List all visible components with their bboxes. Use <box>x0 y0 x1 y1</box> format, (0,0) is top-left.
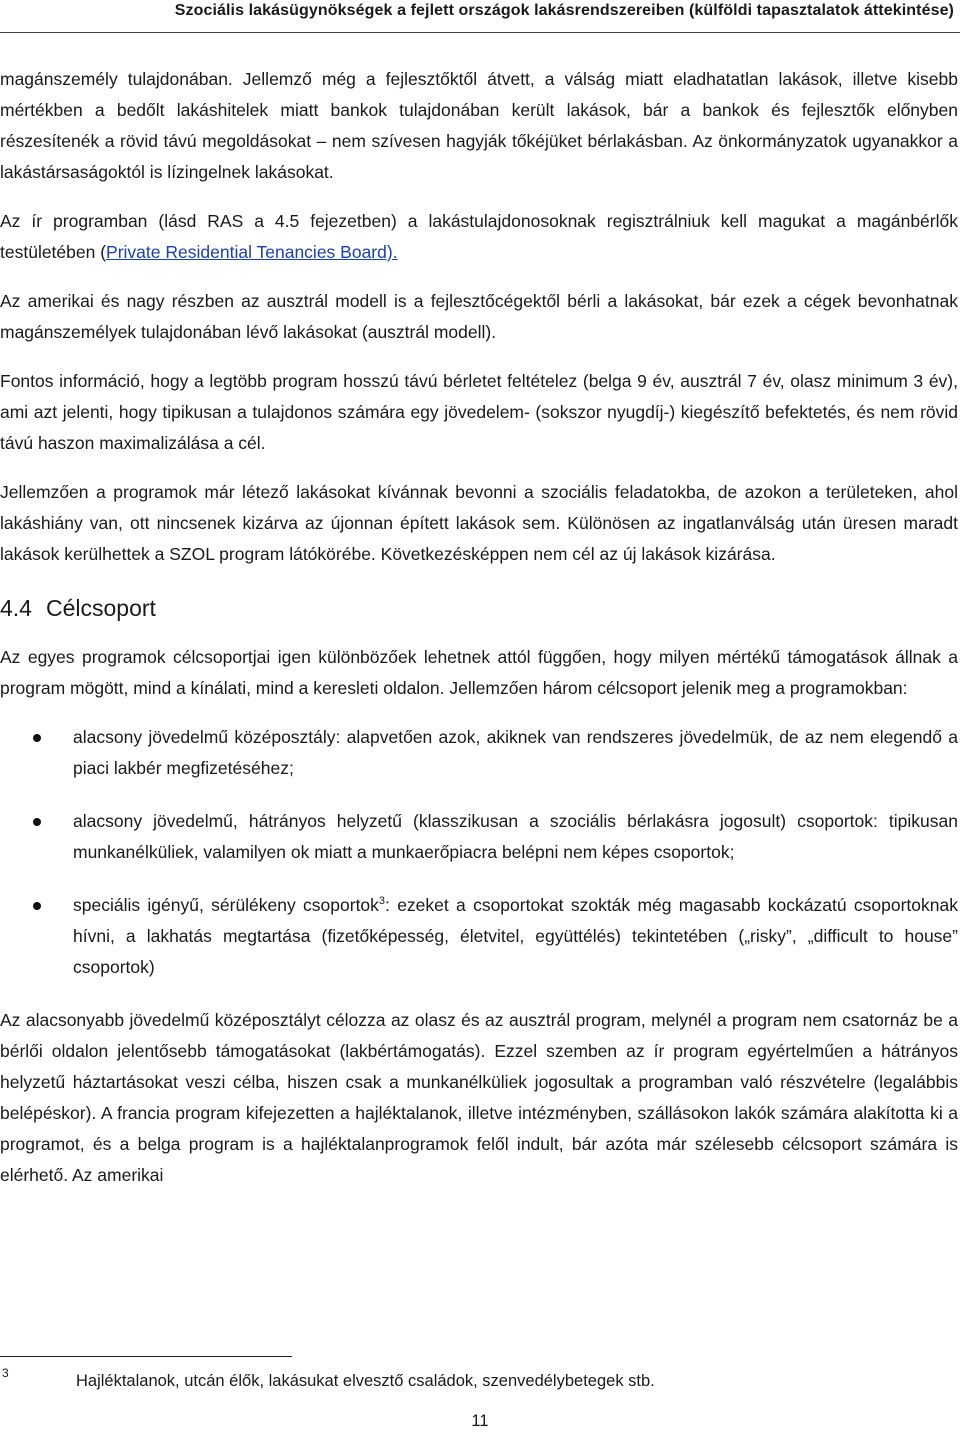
footnote-divider <box>0 1356 292 1357</box>
paragraph-irish-text: Az ír programban (lásd RAS a 4.5 fejezetben) a lakástulajdonosoknak regisztrálniuk kell magukat a magánbérlők testületében ( <box>0 211 958 262</box>
section-heading <box>0 588 958 628</box>
paragraph-american-model: Az amerikai és nagy részben az ausztrál modell is a fejlesztőcégektől bérli a lakásokat, bár ezek a cégek bevonhatnak magánszemélyek tulajdonában lévő lakásokat (ausztrál modell). <box>0 291 958 342</box>
footnote-mark: 3 <box>2 1366 9 1380</box>
list-item <box>0 722 958 784</box>
list-item-text: speciális igényű, sérülékeny csoportok <box>73 895 379 915</box>
running-header: Szociális lakásügynökségek a fejlett országok lakásrendszereiben (külföldi tapasztalatok áttekintése) <box>174 2 954 19</box>
bullet-icon <box>33 818 41 826</box>
paragraph-existing-flats: Jellemzően a programok már létező lakásokat kívánnak bevonni a szociális feladatokba, de azokon a területeken, ahol lakáshiány van, ott nincsenek kizárva az újonnan épített lakások sem. Különösen az ingatlanválság után üresen maradt lakások kerülhettek a SZOL program látókörébe. Következésképpen nem cél az új lakások kizárása. <box>0 482 958 564</box>
page-number: 11 <box>471 1412 489 1430</box>
bullet-icon <box>33 734 41 742</box>
paragraph-target-closing: Az alacsonyabb jövedelmű középosztályt célozza az olasz és az ausztrál program, melynél a program nem csatornáz be a bérlői oldalon jelentősebb támogatásokat (lakbértámogatás). Ezzel szemben az ír program egyértelműen a hátrányos helyzetű háztartásokat veszi célba, hiszen csak a munkanélküliek jogosultak a programban való részvételre (legalábbis belépéskor). A francia program kifejezetten a hajléktalanok, illetve intézményben, szállásokon lakók számára alakította ki a programot, és a belga program is a hajléktalanprogramok felől indult, bár azóta már szélesebb célcsoport számára is elérhető. Az amerikai <box>0 1010 958 1185</box>
paragraph-target-intro: Az egyes programok célcsoportjai igen különbözőek lehetnek attól függően, hogy milyen mértékű támogatások állnak a program mögött, mind a kínálati, mind a keresleti oldalon. Jellemzően három célcsoport jelenik meg a programokban: <box>0 647 958 698</box>
section-number: 4.4 <box>0 595 32 621</box>
footnote-reference[interactable]: 3 <box>378 895 386 908</box>
list-item <box>0 890 958 983</box>
section-title: Célcsoport <box>45 595 156 621</box>
footnote-text: Hajléktalanok, utcán élők, lakásukat elvesztő családok, szenvedélybetegek stb. <box>76 1372 655 1390</box>
list-item-text-cont: : ezeket a csoportokat szokták még magasabb kockázatú csoportoknak hívni, a lakhatás megtartása (fizetőképesség, életvitel, együttélés) tekintetében („risky”, „difficult to house” csoportok) <box>73 895 958 977</box>
page-body <box>0 64 958 1209</box>
target-group-list <box>0 722 958 983</box>
header-divider <box>0 32 960 33</box>
paragraph-owners: magánszemély tulajdonában. Jellemző még a fejlesztőktől átvett, a válság miatt eladhatatlan lakások, illetve kisebb mértékben a bedőlt lakáshitelek miatt bankok tulajdonában került lakások, bár a bankok és fejlesztők előnyben részesítenék a rövid távú megoldásokat – nem szívesen hagyják tőkéjüket bérlakásban. Az önkormányzatok ugyanakkor a lakástársaságoktól is lízingelnek lakásokat. <box>0 69 958 182</box>
paragraph-irish-program <box>0 206 958 268</box>
bullet-icon <box>33 902 41 910</box>
list-item-text: alacsony jövedelmű középosztály: alapvetően azok, akiknek van rendszeres jövedelmük, de az nem elegendő a piaci lakbér megfizetéséhez; <box>73 727 958 778</box>
list-item-text: alacsony jövedelmű, hátrányos helyzetű (klasszikusan a szociális bérlakásra jogosult) csoportok: tipikusan munkanélküliek, valamilyen ok miatt a munkaerőpiacra belépni nem képes csoportok; <box>73 811 958 862</box>
prtb-link[interactable]: Private Residential Tenancies Board). <box>106 242 398 262</box>
paragraph-long-term-lease: Fontos információ, hogy a legtöbb program hosszú távú bérletet feltételez (belga 9 év, ausztrál 7 év, olasz minimum 3 év), ami azt jelenti, hogy tipikusan a tulajdonos számára egy jövedelem- (sokszor nyugdíj-) kiegészítő befektetés, és nem rövid távú haszon maximalizálása a cél. <box>0 371 958 453</box>
list-item <box>0 806 958 868</box>
